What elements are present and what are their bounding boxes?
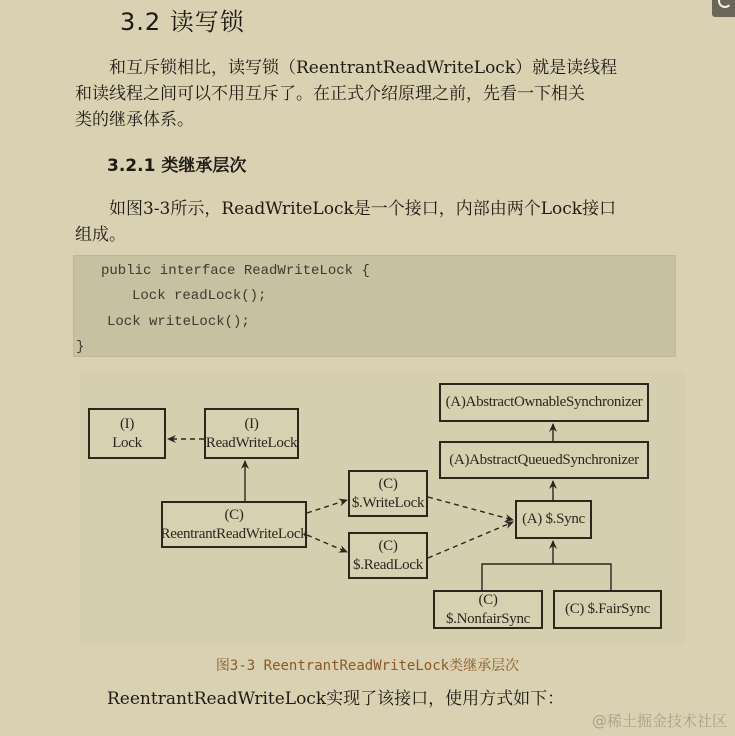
node-sync [515, 500, 592, 539]
node-kind: (C) [224, 506, 244, 523]
node-label: (A)AbstractQueuedSynchronizer [449, 451, 639, 468]
node-name: $.WriteLock [351, 494, 425, 511]
subsection-intro-line: 组成。 [75, 225, 126, 245]
node-name: $.ReadLock [353, 556, 423, 573]
figure-caption: 图3-3 ReentrantReadWriteLock类继承层次 [215, 658, 520, 674]
watermark: @稀土掘金技术社区 [591, 712, 727, 730]
node-read-write-lock [204, 408, 299, 459]
node-label: (C) $.NonfairSync [446, 591, 530, 627]
node-reentrant-read-write-lock [161, 501, 307, 548]
node-write-lock [348, 470, 428, 517]
node-label: (A)AbstractOwnableSynchronizer [445, 394, 643, 410]
section-intro-line: 和读线程之间可以不用互斥了。在正式介绍原理之前，先看一下相关 [75, 84, 585, 104]
section-intro-line: 和互斥锁相比，读写锁（ReentrantReadWriteLock）就是读线程 [109, 58, 618, 78]
node-kind: (I) [119, 415, 135, 432]
node-read-lock [348, 532, 428, 579]
node-kind: (I) [244, 415, 259, 432]
node-name: ReadWriteLock [205, 434, 298, 451]
node-label: (C) $.FairSync [565, 601, 650, 617]
section-intro-line: 类的继承体系。 [75, 110, 194, 130]
node-kind: (C) [378, 475, 398, 492]
node-name: Lock [112, 434, 142, 451]
node-abstract-ownable-synchronizer [439, 383, 649, 422]
node-nonfair-sync [433, 590, 543, 629]
node-fair-sync [553, 590, 662, 629]
subsection-intro-line: 如图3-3所示，ReadWriteLock是一个接口，内部由两个Lock接口 [109, 199, 617, 219]
node-lock [88, 408, 166, 459]
closing-text: ReentrantReadWriteLock实现了该接口，使用方式如下： [107, 689, 565, 709]
code-line: } [76, 339, 85, 355]
node-kind: (C) [378, 537, 398, 554]
code-line: Lock readLock(); [132, 288, 267, 304]
code-line: Lock writeLock(); [107, 314, 250, 330]
node-label: (A) $.Sync [522, 511, 585, 527]
node-name: ReentrantReadWriteLock [160, 525, 308, 542]
section-title: 3.2 读写锁 [120, 8, 245, 36]
subsection-title: 3.2.1 类继承层次 [107, 156, 247, 176]
node-abstract-queued-synchronizer [439, 441, 649, 479]
code-line: public interface ReadWriteLock { [101, 263, 370, 279]
